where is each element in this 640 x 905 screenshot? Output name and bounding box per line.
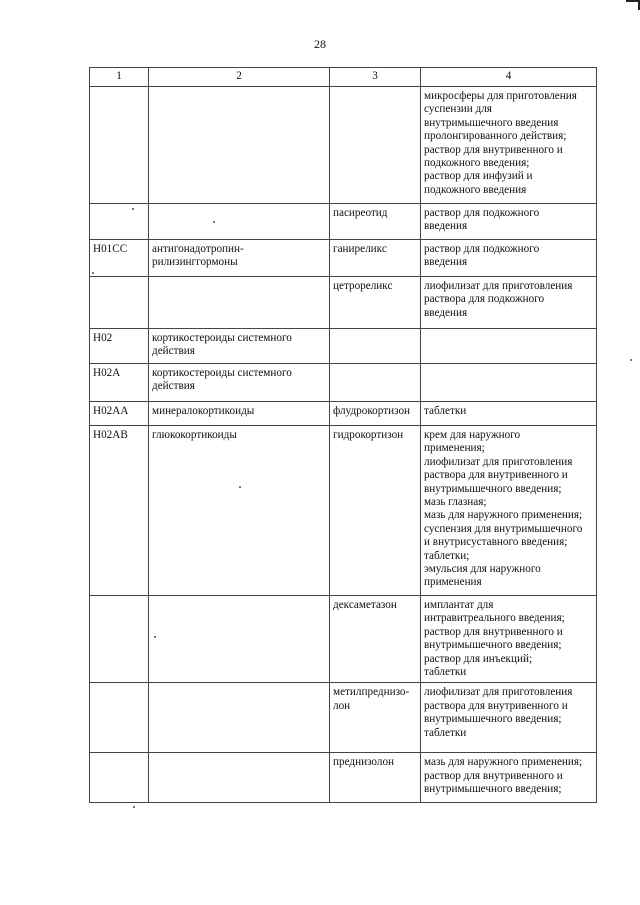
forms-cell bbox=[421, 87, 597, 204]
header-col-3: 3 bbox=[330, 68, 421, 87]
forms-cell bbox=[421, 240, 597, 277]
table-row bbox=[90, 204, 597, 240]
cell-line: введения bbox=[424, 220, 468, 233]
table-row bbox=[90, 87, 597, 204]
cell-line: пролонгированного действия; bbox=[424, 130, 567, 143]
table-row bbox=[90, 683, 597, 753]
drug-cell bbox=[330, 240, 421, 277]
drug-cell bbox=[330, 683, 421, 753]
cell-line: раствор для внутривенного и bbox=[424, 625, 563, 638]
cell-line: преднизолон bbox=[333, 756, 395, 769]
table-row bbox=[90, 596, 597, 683]
drug-cell bbox=[330, 87, 421, 204]
forms-cell bbox=[421, 329, 597, 364]
table-row bbox=[90, 329, 597, 364]
scan-corner-mark bbox=[626, 0, 640, 10]
cell-line: введения bbox=[424, 256, 468, 269]
scan-speck bbox=[630, 359, 632, 361]
cell-line: раствор для внутривенного и bbox=[424, 769, 563, 782]
cell-line: ганиреликс bbox=[333, 243, 387, 255]
cell-line: флудрокортизон bbox=[333, 405, 411, 417]
group-cell bbox=[149, 329, 330, 364]
cell-line: лиофилизат для приготовления bbox=[424, 280, 573, 292]
cell-line: имплантат для bbox=[424, 599, 494, 611]
scan-speck bbox=[239, 486, 241, 488]
group-cell bbox=[149, 596, 330, 683]
drug-cell bbox=[330, 204, 421, 240]
forms-cell bbox=[421, 753, 597, 803]
code-cell: H02AB bbox=[90, 426, 149, 596]
code-cell: H02AA bbox=[90, 402, 149, 426]
cell-line: лиофилизат для приготовления bbox=[424, 686, 573, 699]
cell-line: рилизинггормоны bbox=[152, 256, 238, 269]
medications-table bbox=[89, 67, 597, 803]
cell-line: таблетки bbox=[424, 666, 467, 679]
cell-line: интравитреального введения; bbox=[424, 612, 565, 625]
header-col-2: 2 bbox=[149, 68, 330, 87]
cell-line: мазь глазная; bbox=[424, 496, 487, 509]
forms-cell bbox=[421, 426, 597, 596]
cell-line: внутримышечного введения; bbox=[424, 639, 562, 652]
drug-cell bbox=[330, 426, 421, 596]
cell-line: применения; bbox=[424, 442, 485, 455]
cell-line: раствор для подкожного bbox=[424, 207, 540, 219]
cell-line: раствор для инфузий и bbox=[424, 170, 533, 183]
cell-line: применения bbox=[424, 576, 482, 589]
cell-line: внутримышечного введения; bbox=[424, 482, 562, 495]
forms-cell bbox=[421, 402, 597, 426]
code-cell: H02A bbox=[90, 364, 149, 402]
code-cell bbox=[90, 683, 149, 753]
group-cell bbox=[149, 402, 330, 426]
group-cell bbox=[149, 240, 330, 277]
forms-cell bbox=[421, 596, 597, 683]
group-cell bbox=[149, 204, 330, 240]
page-number: 28 bbox=[314, 37, 326, 51]
cell-line: цетрореликс bbox=[333, 280, 393, 292]
cell-line: крем для наружного bbox=[424, 429, 521, 441]
scan-speck bbox=[154, 636, 156, 638]
drug-cell bbox=[330, 277, 421, 329]
table-row bbox=[90, 277, 597, 329]
code-cell bbox=[90, 596, 149, 683]
drug-cell bbox=[330, 329, 421, 364]
scan-speck bbox=[133, 806, 135, 808]
cell-line: пасиреотид bbox=[333, 207, 388, 219]
drug-cell bbox=[330, 753, 421, 803]
cell-line: гидрокортизон bbox=[333, 429, 404, 441]
table-row bbox=[90, 753, 597, 803]
forms-cell bbox=[421, 204, 597, 240]
cell-line: и внутрисуставного введения; bbox=[424, 536, 568, 549]
cell-line: мазь для наружного применения; bbox=[424, 756, 583, 769]
cell-line: лон bbox=[333, 699, 351, 712]
cell-line: глюкокортикоиды bbox=[152, 429, 237, 441]
cell-line: антигонадотропин- bbox=[152, 243, 244, 255]
cell-line: раствор для внутривенного и bbox=[424, 143, 563, 156]
table-row bbox=[90, 364, 597, 402]
cell-line: кортикостероиды системного bbox=[152, 332, 292, 344]
cell-line: таблетки bbox=[424, 726, 467, 739]
cell-line: таблетки bbox=[424, 405, 467, 417]
table-row bbox=[90, 402, 597, 426]
cell-line: эмульсия для наружного bbox=[424, 563, 541, 576]
scan-speck bbox=[132, 208, 134, 210]
table-row bbox=[90, 426, 597, 596]
cell-line: раствора для подкожного bbox=[424, 293, 545, 306]
cell-line: минералокортикоиды bbox=[152, 405, 255, 417]
cell-line: внутримышечного введения bbox=[424, 116, 559, 129]
forms-cell bbox=[421, 364, 597, 402]
cell-line: раствор для подкожного bbox=[424, 243, 540, 255]
code-cell bbox=[90, 87, 149, 204]
drug-cell bbox=[330, 364, 421, 402]
group-cell bbox=[149, 87, 330, 204]
code-cell: H02 bbox=[90, 329, 149, 364]
code-cell bbox=[90, 753, 149, 803]
cell-line: раствора для внутривенного и bbox=[424, 699, 568, 712]
cell-line: раствор для инъекций; bbox=[424, 652, 533, 665]
cell-line: суспензия для внутримышечного bbox=[424, 522, 583, 535]
cell-line: мазь для наружного применения; bbox=[424, 509, 583, 522]
code-cell bbox=[90, 204, 149, 240]
cell-line: микросферы для приготовления bbox=[424, 90, 577, 102]
cell-line: действия bbox=[152, 380, 195, 393]
drug-cell bbox=[330, 596, 421, 683]
cell-line: действия bbox=[152, 345, 195, 358]
code-cell bbox=[90, 277, 149, 329]
group-cell bbox=[149, 683, 330, 753]
cell-line: суспензии для bbox=[424, 103, 492, 116]
code-cell: H01CC bbox=[90, 240, 149, 277]
table-row bbox=[90, 240, 597, 277]
cell-line: дексаметазон bbox=[333, 599, 397, 611]
group-cell bbox=[149, 426, 330, 596]
header-col-4: 4 bbox=[421, 68, 597, 87]
forms-cell bbox=[421, 277, 597, 329]
group-cell bbox=[149, 753, 330, 803]
group-cell bbox=[149, 277, 330, 329]
table-body bbox=[90, 87, 597, 803]
scan-speck bbox=[92, 272, 94, 274]
table-header bbox=[90, 68, 597, 87]
cell-line: введения bbox=[424, 306, 468, 319]
drug-cell bbox=[330, 402, 421, 426]
cell-line: метилпреднизо- bbox=[333, 686, 410, 699]
header-row bbox=[90, 68, 597, 87]
cell-line: подкожного введения; bbox=[424, 157, 530, 170]
group-cell bbox=[149, 364, 330, 402]
cell-line: лиофилизат для приготовления bbox=[424, 455, 573, 468]
forms-cell bbox=[421, 683, 597, 753]
cell-line: таблетки; bbox=[424, 549, 470, 562]
cell-line: раствора для внутривенного и bbox=[424, 469, 568, 482]
header-col-1: 1 bbox=[90, 68, 149, 87]
scan-speck bbox=[213, 221, 215, 223]
cell-line: кортикостероиды системного bbox=[152, 367, 292, 379]
cell-line: внутримышечного введения; bbox=[424, 783, 562, 796]
cell-line: внутримышечного введения; bbox=[424, 713, 562, 726]
cell-line: подкожного введения bbox=[424, 183, 527, 196]
